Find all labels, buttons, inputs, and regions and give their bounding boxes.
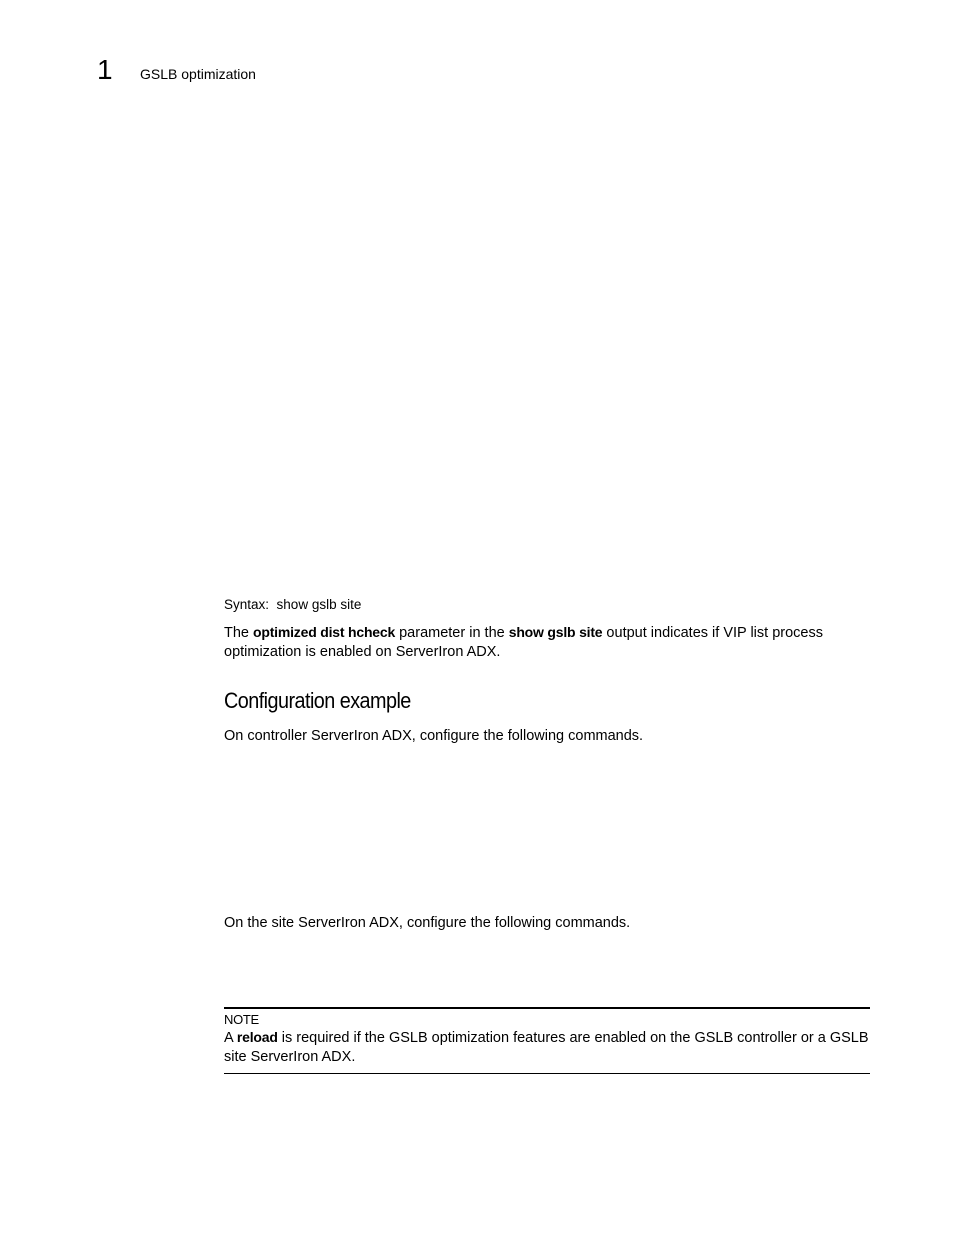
note-bold-term: reload (236, 1029, 278, 1045)
para-bold-command: show gslb site (508, 624, 603, 640)
para-bold-term: optimized dist hcheck (253, 624, 396, 640)
note-box (224, 1007, 870, 1074)
chapter-title: GSLB optimization (140, 66, 256, 82)
para-text: output indicates if VIP list process optimization is enabled on ServerIron ADX. (224, 625, 823, 660)
section-heading: Configuration example (224, 688, 411, 713)
note-text-part: A (224, 1030, 237, 1046)
body-paragraph: On controller ServerIron ADX, configure the following commands. (224, 728, 644, 744)
syntax-line (224, 596, 870, 614)
note-text-part: is required if the GSLB optimization features are enabled on the GSLB controller or a GSLB site ServerIron ADX. (224, 1030, 869, 1065)
syntax-label: Syntax: (224, 597, 270, 612)
para-text: parameter in the (395, 625, 509, 641)
body-paragraph: On the site ServerIron ADX, configure the following commands. (224, 915, 631, 931)
note-label: NOTE (224, 1012, 259, 1027)
note-text (224, 1028, 870, 1067)
body-paragraph (224, 623, 870, 662)
para-text: The (224, 625, 254, 641)
chapter-number: 1 (97, 54, 113, 85)
syntax-command: show gslb site (276, 597, 362, 612)
